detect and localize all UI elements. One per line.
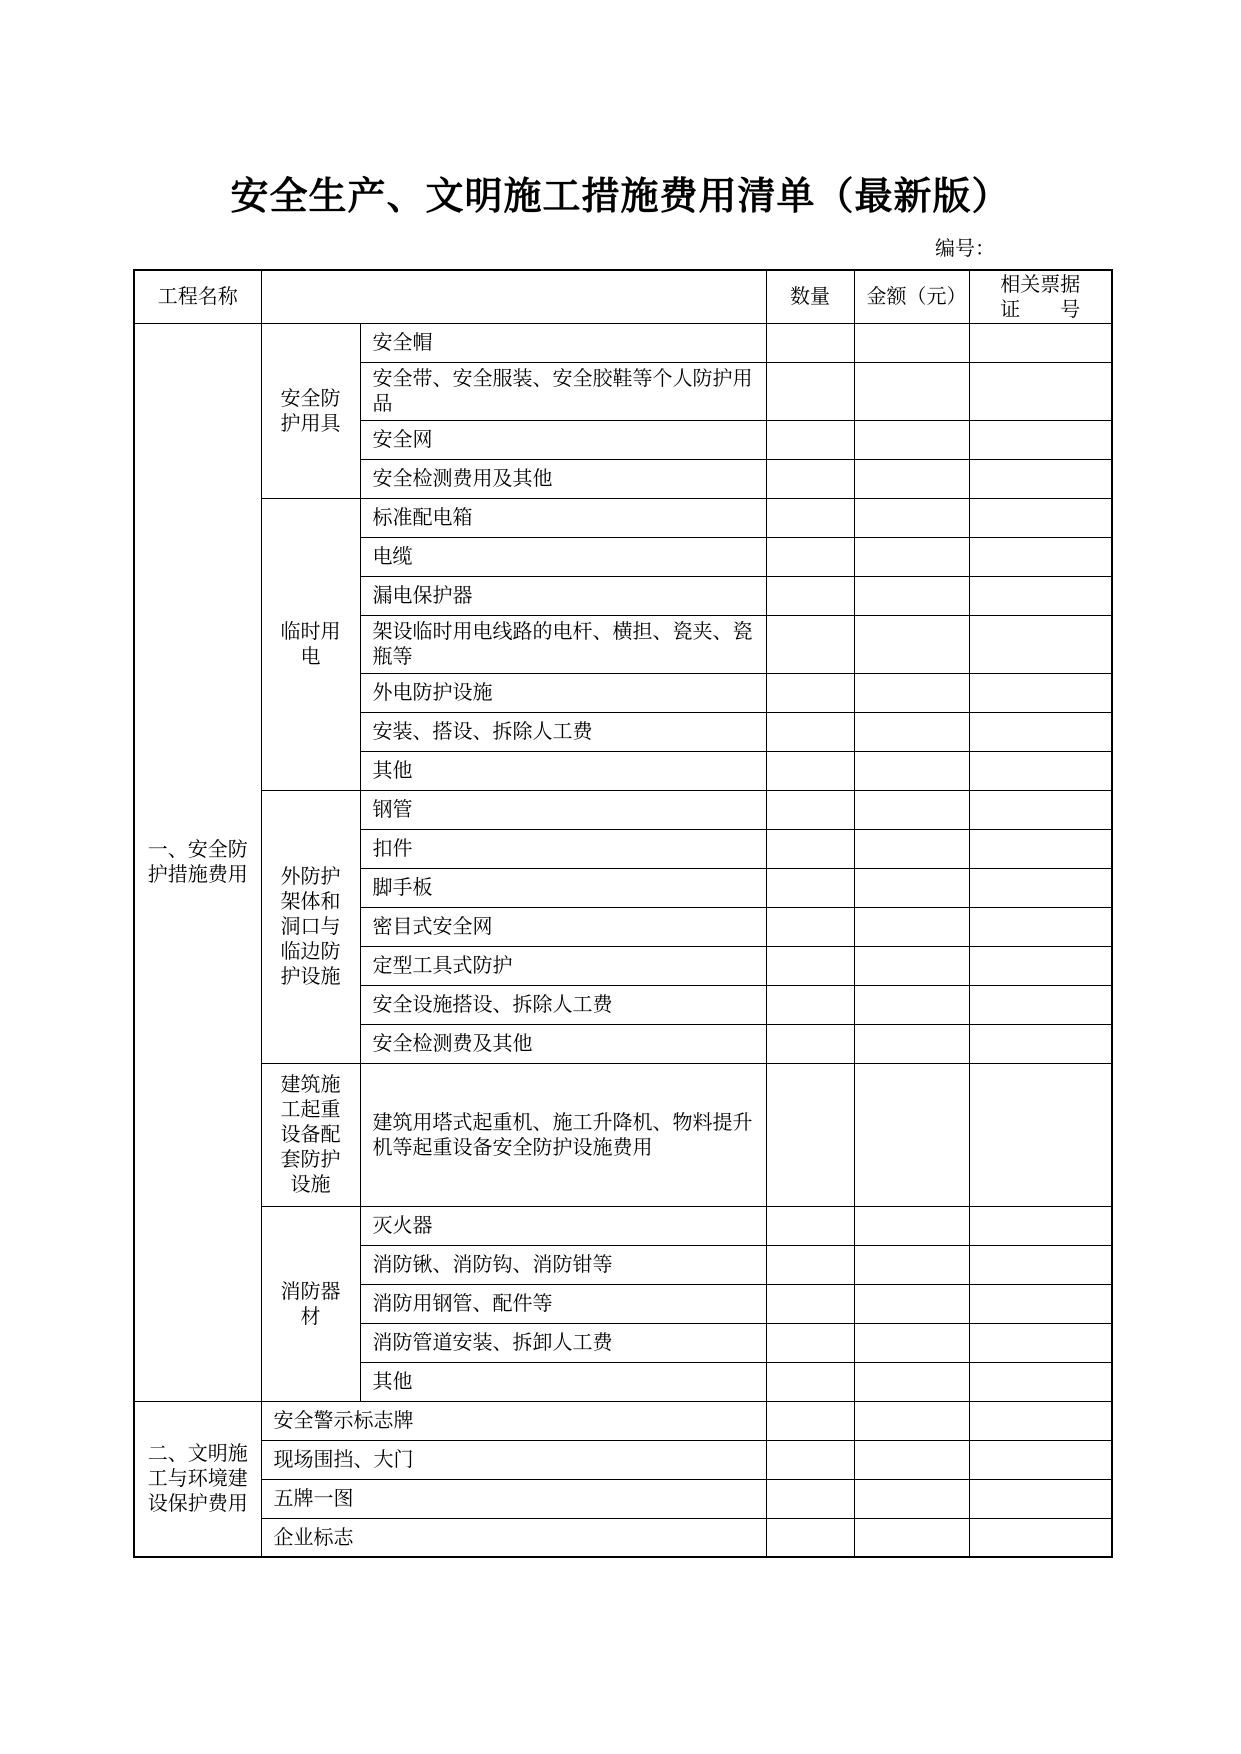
quantity-header: 数量 xyxy=(766,270,854,323)
item-label: 建筑用塔式起重机、施工升降机、物料提升机等起重设备安全防护设施费用 xyxy=(360,1063,766,1206)
cert-cell[interactable] xyxy=(969,1323,1112,1362)
quantity-cell[interactable] xyxy=(766,1206,854,1245)
item-label: 灭火器 xyxy=(360,1206,766,1245)
item-label: 密目式安全网 xyxy=(360,907,766,946)
table-row xyxy=(134,790,1112,829)
amount-cell[interactable] xyxy=(854,1323,969,1362)
cert-cell[interactable] xyxy=(969,790,1112,829)
item-label: 安全警示标志牌 xyxy=(261,1401,766,1440)
item-label: 现场围挡、大门 xyxy=(261,1440,766,1479)
quantity-cell[interactable] xyxy=(766,1401,854,1440)
item-label: 五牌一图 xyxy=(261,1479,766,1518)
amount-cell[interactable] xyxy=(854,615,969,673)
amount-cell[interactable] xyxy=(854,1401,969,1440)
item-label: 安装、搭设、拆除人工费 xyxy=(360,712,766,751)
item-label: 安全帽 xyxy=(360,323,766,362)
amount-cell[interactable] xyxy=(854,459,969,498)
item-label: 企业标志 xyxy=(261,1518,766,1557)
document-title: 安全生产、文明施工措施费用清单（最新版） xyxy=(230,173,1011,218)
cert-cell[interactable] xyxy=(969,1479,1112,1518)
table-row xyxy=(134,1401,1112,1440)
amount-cell[interactable] xyxy=(854,1479,969,1518)
table-row xyxy=(134,498,1112,537)
amount-cell[interactable] xyxy=(854,673,969,712)
amount-cell[interactable] xyxy=(854,985,969,1024)
amount-cell[interactable] xyxy=(854,1440,969,1479)
quantity-cell[interactable] xyxy=(766,829,854,868)
section1-label: 一、安全防护措施费用 xyxy=(134,323,261,1401)
cert-cell[interactable] xyxy=(969,907,1112,946)
cert-cell[interactable] xyxy=(969,362,1112,420)
cert-header-line2: 证 号 xyxy=(1000,296,1081,321)
item-label: 安全设施搭设、拆除人工费 xyxy=(360,985,766,1024)
item-label: 外电防护设施 xyxy=(360,673,766,712)
quantity-cell[interactable] xyxy=(766,537,854,576)
table-row xyxy=(134,1440,1112,1479)
group-label: 临时用电 xyxy=(261,498,360,790)
cert-cell[interactable] xyxy=(969,1440,1112,1479)
amount-header: 金额（元） xyxy=(854,270,969,323)
cert-cell[interactable] xyxy=(969,1362,1112,1401)
quantity-cell[interactable] xyxy=(766,673,854,712)
item-label: 消防管道安装、拆卸人工费 xyxy=(360,1323,766,1362)
cert-cell[interactable] xyxy=(969,323,1112,362)
cert-header xyxy=(969,270,1112,323)
item-label: 其他 xyxy=(360,1362,766,1401)
amount-cell[interactable] xyxy=(854,1063,969,1206)
table-row xyxy=(134,1206,1112,1245)
section2-label: 二、文明施工与环境建设保护费用 xyxy=(134,1401,261,1557)
item-label: 定型工具式防护 xyxy=(360,946,766,985)
cert-cell[interactable] xyxy=(969,1206,1112,1245)
quantity-cell[interactable] xyxy=(766,1323,854,1362)
quantity-cell[interactable] xyxy=(766,323,854,362)
group-label: 安全防护用具 xyxy=(261,323,360,498)
table-row xyxy=(134,1063,1112,1206)
quantity-cell[interactable] xyxy=(766,1479,854,1518)
cert-cell[interactable] xyxy=(969,712,1112,751)
amount-cell[interactable] xyxy=(854,712,969,751)
item-label: 脚手板 xyxy=(360,868,766,907)
cert-cell[interactable] xyxy=(969,576,1112,615)
amount-cell[interactable] xyxy=(854,1206,969,1245)
project-name-value[interactable] xyxy=(261,270,766,323)
amount-cell[interactable] xyxy=(854,1362,969,1401)
cert-cell[interactable] xyxy=(969,1063,1112,1206)
amount-cell[interactable] xyxy=(854,829,969,868)
cert-cell[interactable] xyxy=(969,459,1112,498)
amount-cell[interactable] xyxy=(854,1024,969,1063)
document-number-label: 编号： xyxy=(935,236,995,260)
cert-cell[interactable] xyxy=(969,1245,1112,1284)
project-name-label: 工程名称 xyxy=(134,270,261,323)
expense-table xyxy=(133,269,1113,1558)
amount-cell[interactable] xyxy=(854,323,969,362)
quantity-cell[interactable] xyxy=(766,1440,854,1479)
amount-cell[interactable] xyxy=(854,537,969,576)
cert-cell[interactable] xyxy=(969,829,1112,868)
item-label: 安全检测费及其他 xyxy=(360,1024,766,1063)
amount-cell[interactable] xyxy=(854,946,969,985)
amount-cell[interactable] xyxy=(854,751,969,790)
amount-cell[interactable] xyxy=(854,1518,969,1557)
quantity-cell[interactable] xyxy=(766,420,854,459)
quantity-cell[interactable] xyxy=(766,907,854,946)
quantity-cell[interactable] xyxy=(766,576,854,615)
quantity-cell[interactable] xyxy=(766,498,854,537)
item-label: 消防用钢管、配件等 xyxy=(360,1284,766,1323)
cert-cell[interactable] xyxy=(969,420,1112,459)
amount-cell[interactable] xyxy=(854,907,969,946)
quantity-cell[interactable] xyxy=(766,712,854,751)
quantity-cell[interactable] xyxy=(766,1518,854,1557)
quantity-cell[interactable] xyxy=(766,1284,854,1323)
amount-cell[interactable] xyxy=(854,362,969,420)
quantity-cell[interactable] xyxy=(766,1245,854,1284)
quantity-cell[interactable] xyxy=(766,362,854,420)
amount-cell[interactable] xyxy=(854,1245,969,1284)
amount-cell[interactable] xyxy=(854,498,969,537)
item-label: 消防锹、消防钩、消防钳等 xyxy=(360,1245,766,1284)
item-label: 安全检测费用及其他 xyxy=(360,459,766,498)
quantity-cell[interactable] xyxy=(766,615,854,673)
amount-cell[interactable] xyxy=(854,1284,969,1323)
amount-cell[interactable] xyxy=(854,576,969,615)
item-label: 安全带、安全服装、安全胶鞋等个人防护用品 xyxy=(360,362,766,420)
item-label: 电缆 xyxy=(360,537,766,576)
cert-cell[interactable] xyxy=(969,946,1112,985)
item-label: 扣件 xyxy=(360,829,766,868)
cert-cell[interactable] xyxy=(969,1284,1112,1323)
cert-cell[interactable] xyxy=(969,751,1112,790)
cert-cell[interactable] xyxy=(969,537,1112,576)
cert-cell[interactable] xyxy=(969,1518,1112,1557)
quantity-cell[interactable] xyxy=(766,790,854,829)
quantity-cell[interactable] xyxy=(766,1024,854,1063)
item-label: 安全网 xyxy=(360,420,766,459)
quantity-cell[interactable] xyxy=(766,459,854,498)
table-row xyxy=(134,1518,1112,1557)
item-label: 架设临时用电线路的电杆、横担、瓷夹、瓷瓶等 xyxy=(360,615,766,673)
quantity-cell[interactable] xyxy=(766,868,854,907)
cert-cell[interactable] xyxy=(969,673,1112,712)
table-row xyxy=(134,323,1112,362)
amount-cell[interactable] xyxy=(854,420,969,459)
item-label: 漏电保护器 xyxy=(360,576,766,615)
group-label: 建筑施工起重设备配套防护设施 xyxy=(261,1063,360,1206)
cert-cell[interactable] xyxy=(969,1401,1112,1440)
quantity-cell[interactable] xyxy=(766,751,854,790)
item-label: 其他 xyxy=(360,751,766,790)
table-row xyxy=(134,1479,1112,1518)
quantity-cell[interactable] xyxy=(766,946,854,985)
quantity-cell[interactable] xyxy=(766,1362,854,1401)
quantity-cell[interactable] xyxy=(766,985,854,1024)
cert-cell[interactable] xyxy=(969,498,1112,537)
cert-header-line1: 相关票据 xyxy=(1000,271,1081,296)
cert-cell[interactable] xyxy=(969,868,1112,907)
amount-cell[interactable] xyxy=(854,868,969,907)
amount-cell[interactable] xyxy=(854,790,969,829)
item-label: 钢管 xyxy=(360,790,766,829)
item-label: 标准配电箱 xyxy=(360,498,766,537)
cert-cell[interactable] xyxy=(969,1024,1112,1063)
header-row xyxy=(134,270,1112,323)
cert-cell[interactable] xyxy=(969,615,1112,673)
group-label: 消防器材 xyxy=(261,1206,360,1401)
group-label: 外防护架体和洞口与临边防护设施 xyxy=(261,790,360,1063)
quantity-cell[interactable] xyxy=(766,1063,854,1206)
cert-cell[interactable] xyxy=(969,985,1112,1024)
